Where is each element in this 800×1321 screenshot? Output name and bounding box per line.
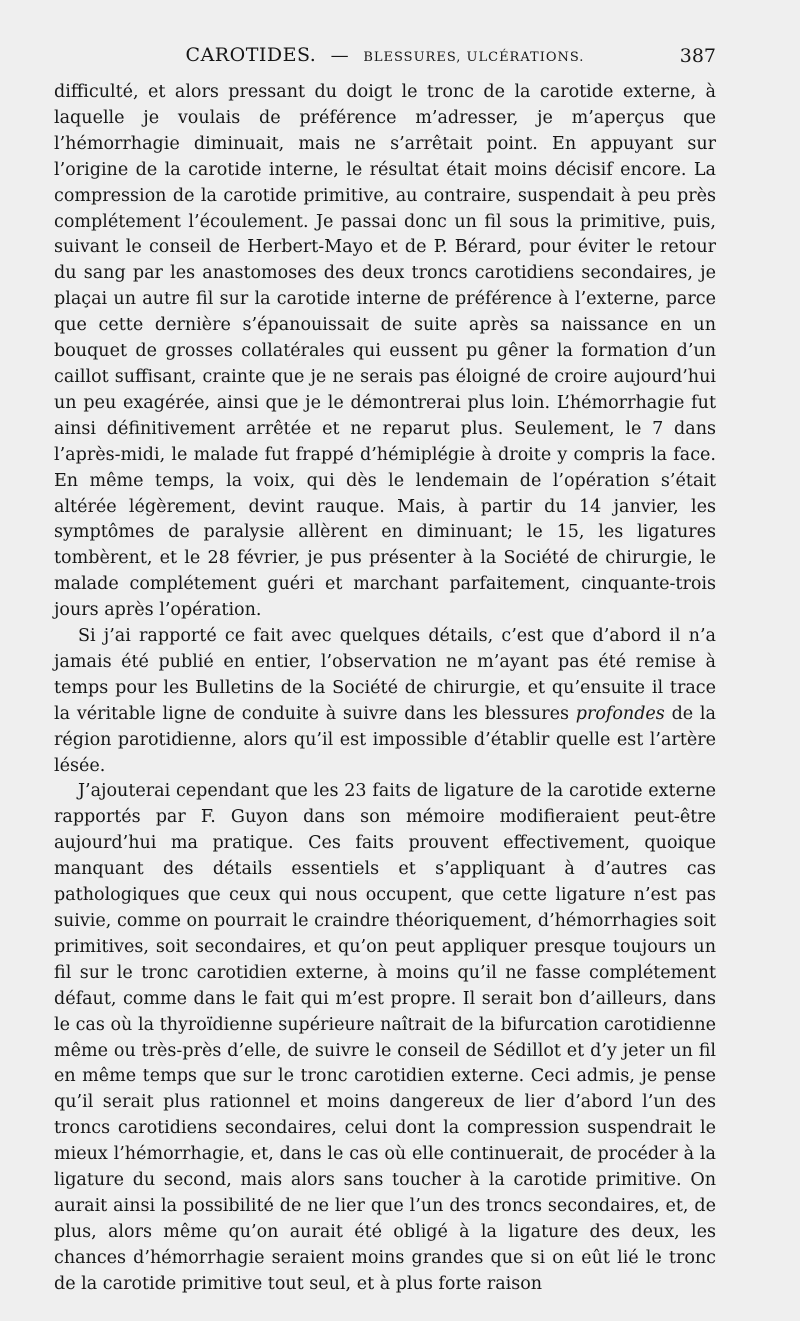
paragraph [54,624,716,779]
paragraph: J’ajouterai cependant que les 23 faits de ligature de la carotide externe rapportés par F. Guyon dans son mémoire modifieraient peut-être aujourd’hui ma pratique. Ces faits prouvent effectivement, quoique manquant des détails essentiels et s’appliquant à d’autres cas pathologiques que ceux qui nous occupent, que cette ligature n’est pas suivie, comme on pourrait le craindre théoriquement, d’hémorrhagies soit primitives, soit secondaires, et qu’on peut appliquer presque toujours un fil sur le tronc carotidien externe, à moins qu’il ne fasse complétement défaut, comme dans le fait qui m’est propre. Il serait bon d’ailleurs, dans le cas où la thyroïdienne supérieure naîtrait de la bifurcation carotidienne même ou très-près d’elle, de suivre le conseil de Sédillot et d’y jeter un fil en même temps que sur le tronc carotidien externe. Ceci admis, je pense qu’il serait plus rationnel et moins dangereux de lier d’abord l’un des troncs carotidiens secondaires, celui dont la compression suspendrait le mieux l’hémorrhagie, et, dans le cas où elle continuerait, de procéder à la ligature du second, mais alors sans toucher à la carotide primitive. On aurait ainsi la possibilité de ne lier que l’un des troncs secondaires, et, de plus, alors même qu’on aurait été obligé à la ligature des deux, les chances d’hémorrhagie seraient moins grandes que si on eût lié le tronc de la carotide primitive tout seul, et à plus forte raison [54,781,716,1294]
running-head-title: CAROTIDES. [185,44,317,66]
running-head [54,44,716,78]
paragraph-text: Si j’ai rapporté ce fait avec quelques détails, c’est que d’abord il n’a jamais été publié en entier, l’observation ne m’ayant pas été remise à temps pour les Bulletins de la Société de chirurgie, et qu’ensuite il trace la véritable ligne de conduite à suivre dans les blessures [54,626,716,724]
body-text [54,80,716,1298]
running-head-dash: — [330,45,350,66]
running-head-title-line [54,44,716,66]
paragraph-continued: difficulté, et alors pressant du doigt le tronc de la carotide externe, à laquelle je voulais de préférence m’adresser, je m’aperçus que l’hémorrhagie diminuait, mais ne s’arrêtait point. En appuyant sur l’origine de la carotide interne, le résultat était moins décisif encore. La compression de la carotide primitive, au contraire, suspendait à peu près complétement l’écoulement. Je passai donc un fil sous la primitive, puis, suivant le conseil de Herbert-Mayo et de P. Bérard, pour éviter le retour du sang par les anastomoses des deux troncs carotidiens secondaires, je plaçai un autre fil sur la carotide interne de préférence à l’externe, parce que cette dernière s’épanouissait de suite après sa naissance en un bouquet de grosses collatérales qui eussent pu gêner la formation d’un caillot suffisant, crainte que je ne serais pas éloigné de croire aujourd’hui un peu exagérée, ainsi que je le démontrerai plus loin. L’hémorrhagie fut ainsi définitivement arrêtée et ne reparut plus. Seulement, le 7 dans l’après-midi, le malade fut frappé d’hémiplégie à droite y compris la face. En même temps, la voix, qui dès le lendemain de l’opération s’était altérée légèrement, devint rauque. Mais, à partir du 14 janvier, les symptômes de paralysie allèrent en diminuant; le 15, les ligatures tombèrent, et le 28 février, je pus présenter à la Société de chirurgie, le malade complétement guéri et marchant parfaitement, cinquante-trois jours après l’opération. [54,82,716,621]
italic-word: profondes [575,703,665,724]
page-number: 387 [679,45,716,67]
paragraph-text: de la région parotidienne, alors qu’il est impossible d’établir quelle est l’artère lésée. [54,703,716,776]
running-head-subtitle: BLESSURES, ULCÉRATIONS. [363,50,585,65]
